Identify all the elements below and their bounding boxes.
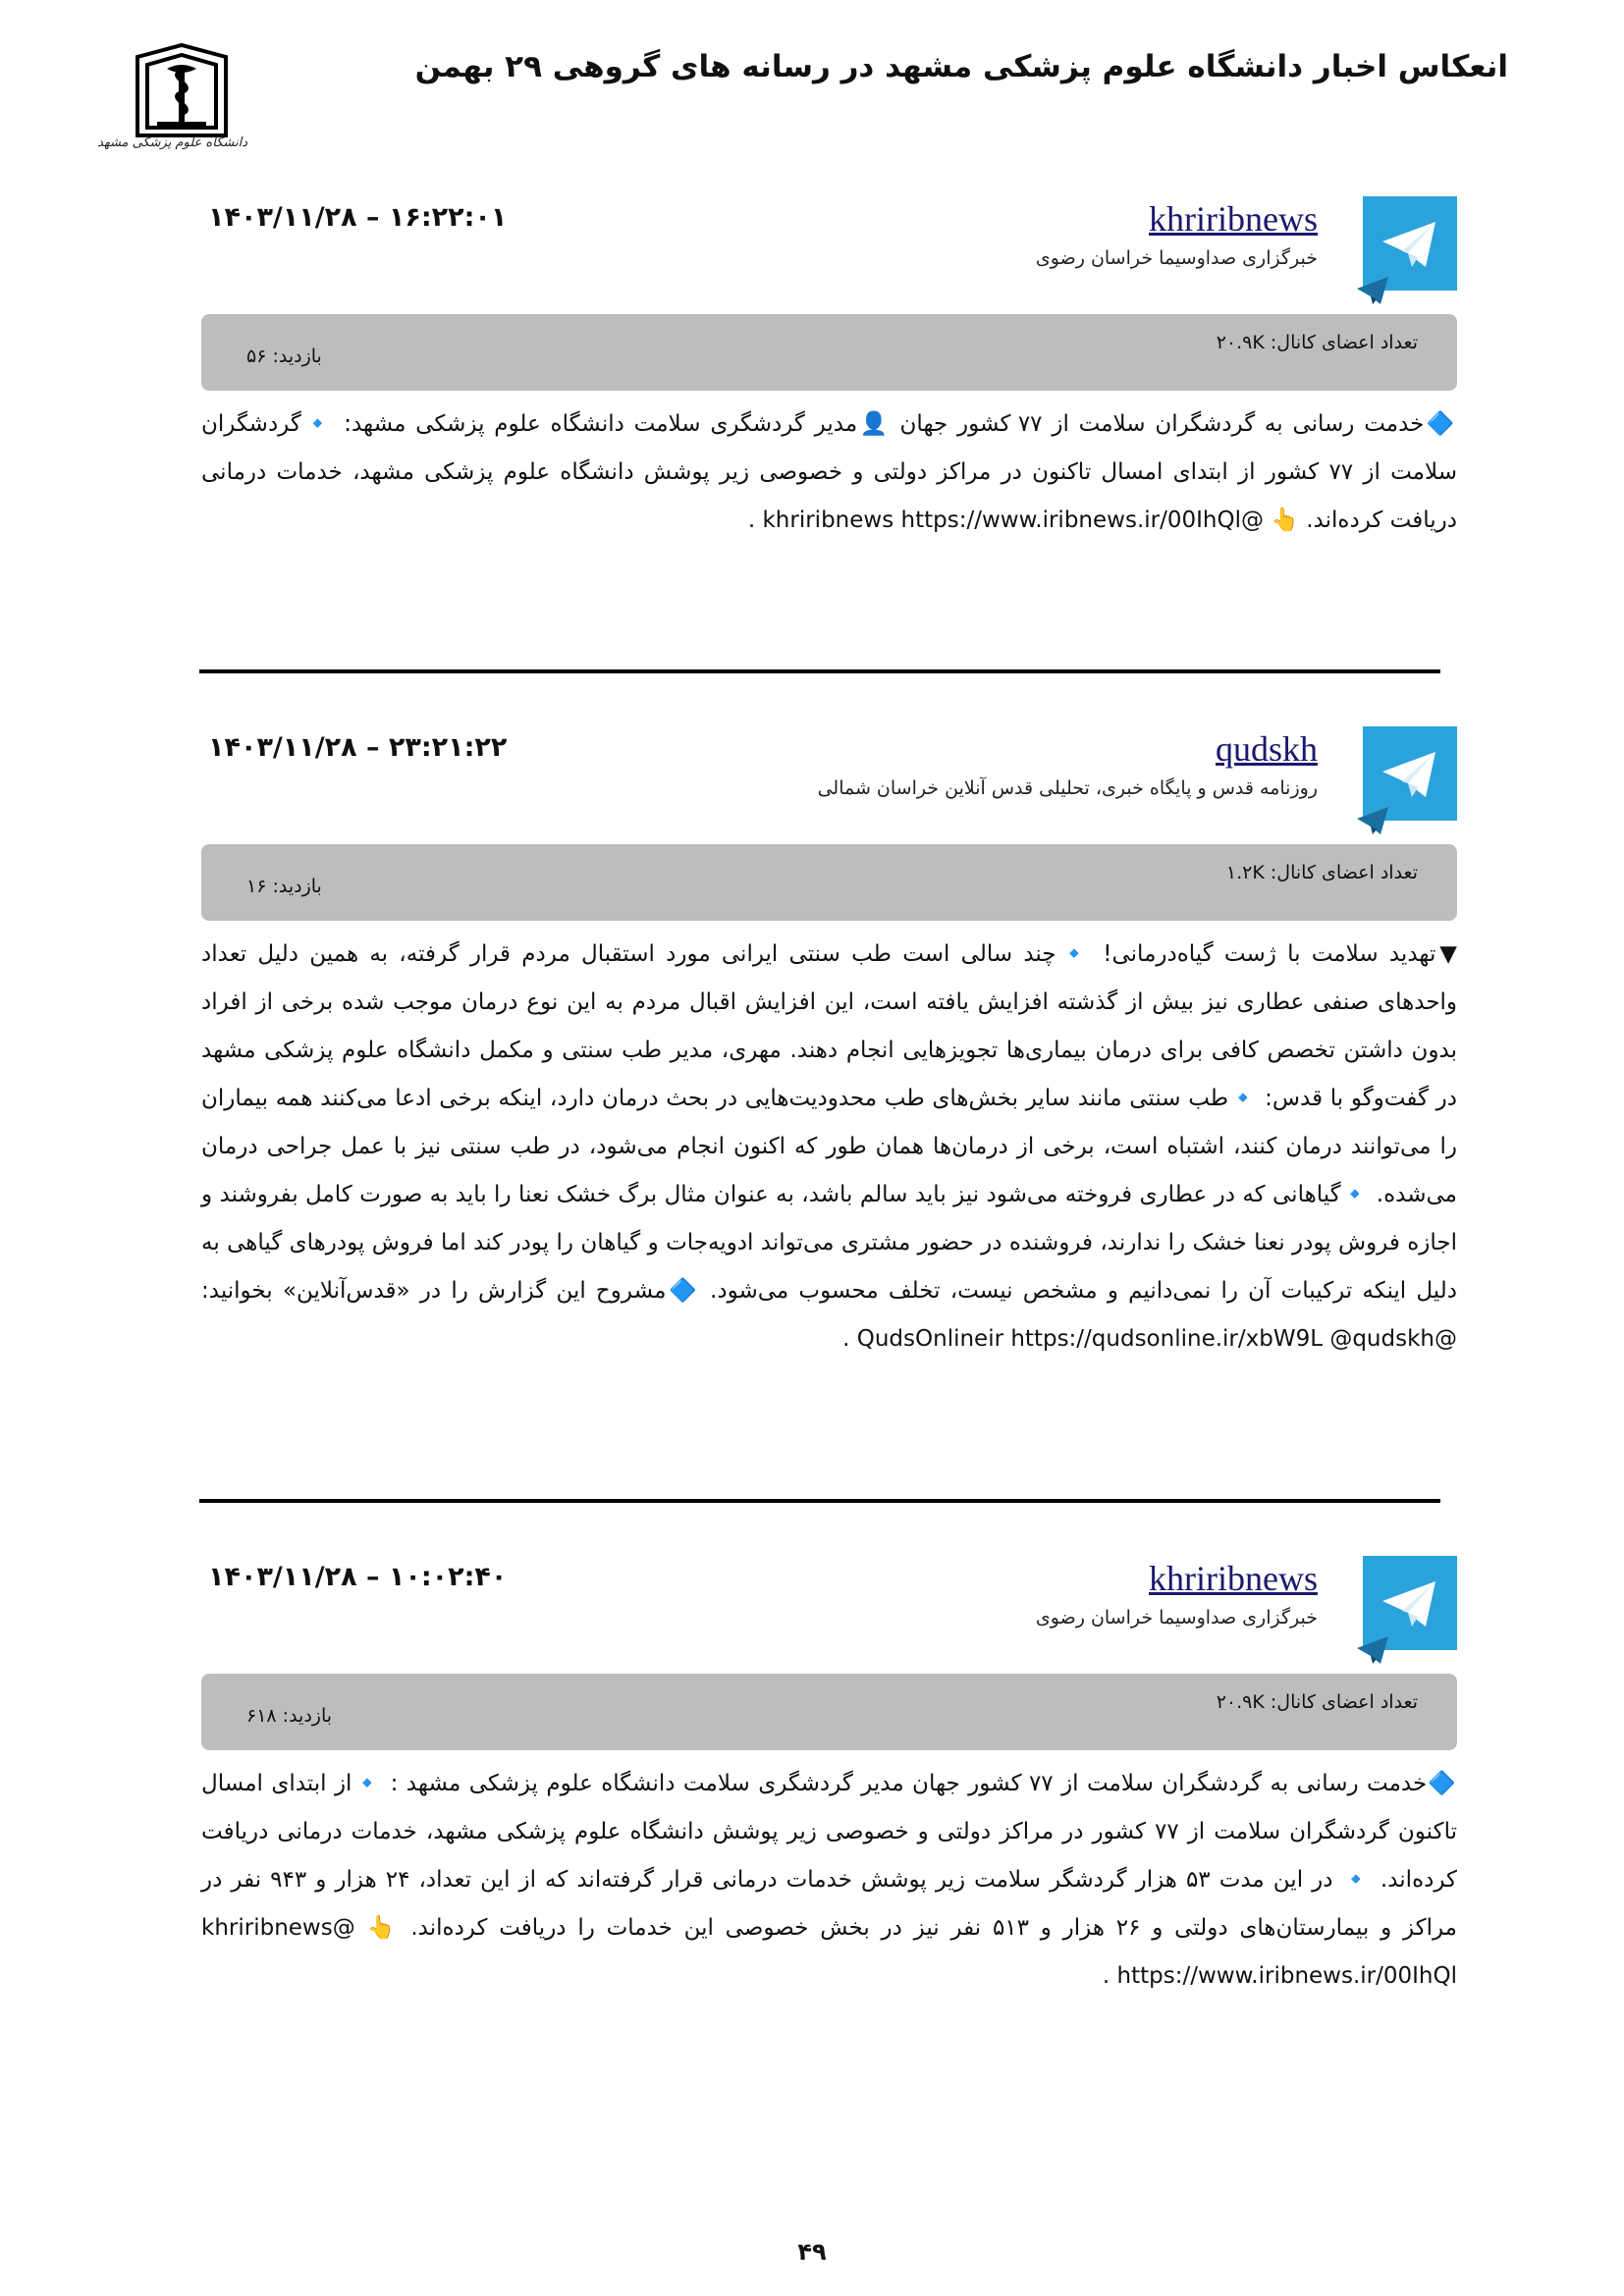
post-separator [199, 669, 1440, 673]
post-datetime: ۱۴۰۳/۱۱/۲۸ – ۱۰:۰۲:۴۰ [208, 1562, 508, 1592]
university-logo [118, 37, 245, 175]
channel-source: خبرگزاری صداوسیما خراسان رضوی [1035, 247, 1318, 269]
post-datetime: ۱۴۰۳/۱۱/۲۸ – ۲۳:۲۱:۲۲ [208, 732, 508, 763]
member-count: تعداد اعضای کانال: ۲۰.۹K [1216, 1691, 1418, 1713]
channel-source: روزنامه قدس و پایگاه خبری، تحلیلی قدس آنلاین خراسان شمالی [817, 777, 1318, 799]
stats-bar [201, 314, 1457, 391]
page-title: انعکاس اخبار دانشگاه علوم پزشکی مشهد در رسانه های گروهی ۲۹ بهمن [414, 49, 1508, 84]
post-datetime: ۱۴۰۳/۱۱/۲۸ – ۱۶:۲۲:۰۱ [208, 202, 508, 233]
stats-bar [201, 1674, 1457, 1750]
telegram-plane-icon [1355, 1632, 1390, 1668]
telegram-plane-icon [1355, 273, 1390, 308]
channel-link[interactable]: qudskh [1215, 729, 1318, 769]
post-separator [199, 1499, 1440, 1503]
member-count: تعداد اعضای کانال: ۱.۲K [1225, 862, 1418, 883]
telegram-plane-icon [1355, 803, 1390, 838]
post-body: 🔷خدمت رسانی به گردشگران سلامت از ۷۷ کشور جهان 👤مدیر گردشگری سلامت دانشگاه علوم پزشکی مشهد: 🔹گردشگران سلامت از ۷۷ کشور از ابتدای امسال تاکنون در مراکز دولتی و خصوصی زیر پوشش دانشگاه علوم پزشکی مشهد، خدمات درمانی دریافت کرده‌اند. 👆 @khriribnews https://www.iribnews.ir/00IhQl . [201, 411, 1457, 533]
member-count: تعداد اعضای کانال: ۲۰.۹K [1216, 332, 1418, 353]
logo-caption: دانشگاه علوم پزشکی مشهد [97, 135, 247, 150]
view-count: بازدید: ۱۶ [246, 876, 322, 897]
post-body: 🔷خدمت رسانی به گردشگران سلامت از ۷۷ کشور جهان مدیر گردشگری سلامت دانشگاه علوم پزشکی مشهد : 🔹از ابتدای امسال تاکنون گردشگران سلامت از ۷۷ کشور در مراکز دولتی و خصوصی زیر پوشش دانشگاه علوم پزشکی مشهد، خدمات درمانی دریافت کرده‌اند. 🔹 در این مدت ۵۳ هزار گردشگر سلامت زیر پوشش خدمات درمانی قرار گرفته‌اند که از این تعداد، ۲۴ هزار و ۹۴۳ نفر در مراکز و بیمارستان‌های دولتی و ۲۶ هزار و ۵۱۳ نفر نیز در بخش خصوصی این خدمات را دریافت کرده‌اند. 👆 @khriribnews https://www.iribnews.ir/00IhQl . [201, 1771, 1458, 1989]
page-number: ۴۹ [797, 2238, 827, 2266]
view-count: بازدید: ۵۶ [246, 346, 322, 367]
stats-bar [201, 844, 1457, 921]
channel-link[interactable]: khriribnews [1149, 199, 1318, 239]
channel-source: خبرگزاری صداوسیما خراسان رضوی [1035, 1607, 1318, 1629]
view-count: بازدید: ۶۱۸ [246, 1705, 333, 1727]
channel-link[interactable]: khriribnews [1149, 1559, 1318, 1598]
post-body: ▼تهدید سلامت با ژست گیاه‌درمانی! 🔹چند سالی است طب سنتی ایرانی مورد استقبال مردم قرار گرفته، به همین دلیل تعداد واحدهای صنفی عطاری نیز بیش از گذشته افزایش یافته است، این افزایش اقبال مردم به این نوع درمان موجب شده برخی از افراد بدون داشتن تخصص کافی برای درمان بیماری‌ها تجویزهایی انجام دهند. مهری، مدیر طب سنتی و مکمل دانشگاه علوم پزشکی مشهد در گفت‌وگو با قدس: 🔹طب سنتی مانند سایر بخش‌های طب محدودیت‌هایی در بحث درمان دارد، اینکه برخی ادعا می‌کنند همه بیماران را می‌توانند درمان کنند، اشتباه است، برخی از درمان‌ها همان طور که اکنون انجام می‌شود، در طب سنتی نیز با عمل جراحی درمان می‌شده. 🔹گیاهانی که در عطاری فروخته می‌شود نیز باید سالم باشد، به عنوان مثال برگ خشک نعنا را باید به صورت کامل بفروشند و اجازه فروش پودر نعنا خشک را ندارند، فروشنده در حضور مشتری می‌تواند ادویه‌جات و گیاهان را پودر کند اما فروش پودرهای گیاهی به دلیل اینکه ترکیبات آن را نمی‌دانیم و مشخص نیست، تخلف محسوب می‌شود. 🔷مشروح این گزارش را در «قدس‌آنلاین» بخوانید: @QudsOnlineir https://qudsonline.ir/xbW9L @qudskh . [201, 941, 1457, 1352]
